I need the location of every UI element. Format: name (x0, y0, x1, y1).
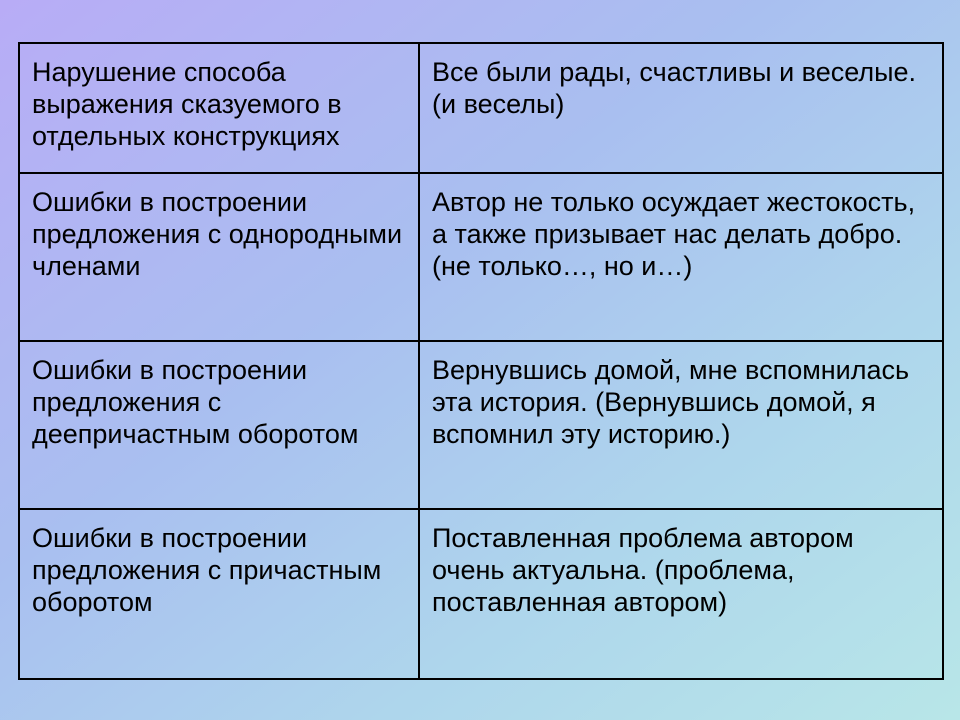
error-type-cell: Ошибки в построении предложения с причастным оборотом (19, 509, 419, 679)
example-cell: Поставленная проблема автором очень актуальна. (проблема, поставленная автором) (419, 509, 943, 679)
error-type-cell: Ошибки в построении предложения с однородными членами (19, 173, 419, 341)
example-cell: Автор не только осуждает жестокость, а также призывает нас делать добро. (не только…, но и…) (419, 173, 943, 341)
table-row (19, 173, 943, 341)
error-type-cell: Ошибки в построении предложения с деепричастным оборотом (19, 341, 419, 509)
error-type-cell: Нарушение способа выражения сказуемого в отдельных конструкциях (19, 43, 419, 173)
table-row (19, 341, 943, 509)
table-row (19, 509, 943, 679)
table-row (19, 43, 943, 173)
example-cell: Вернувшись домой, мне вспомнилась эта история. (Вернувшись домой, я вспомнил эту историю.) (419, 341, 943, 509)
example-cell: Все были рады, счастливы и веселые. (и веселы) (419, 43, 943, 173)
errors-table (18, 42, 944, 680)
